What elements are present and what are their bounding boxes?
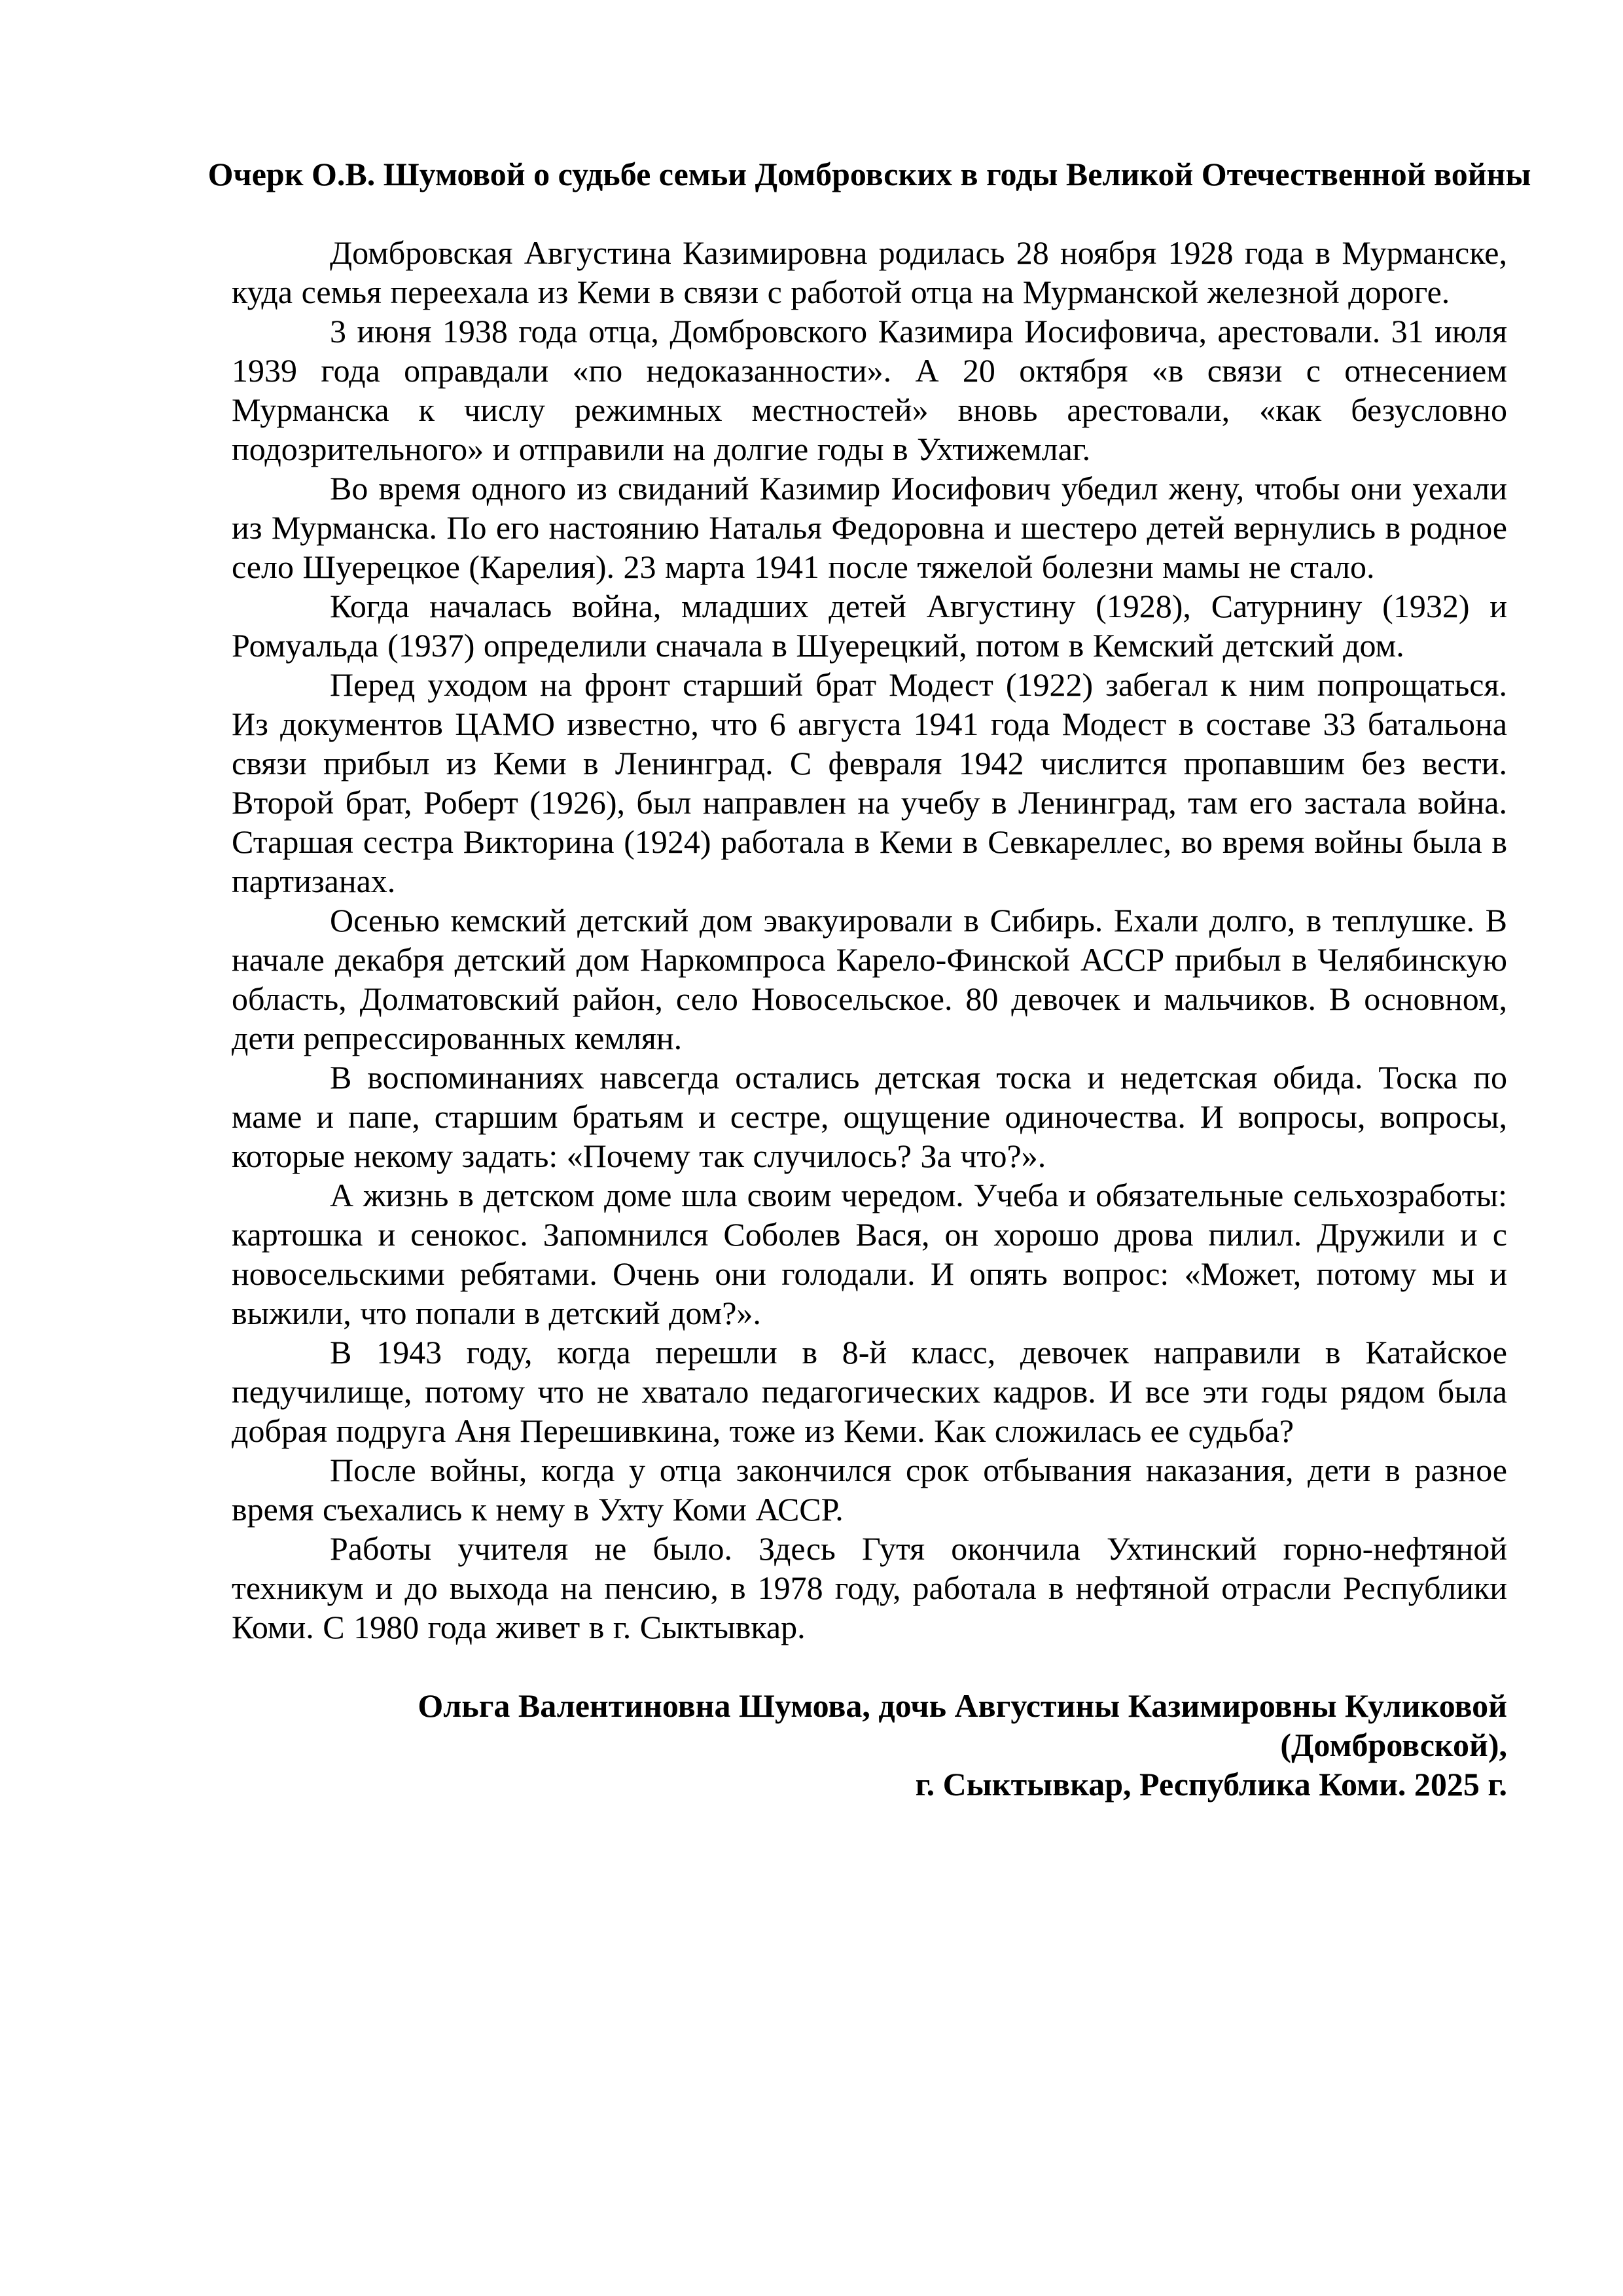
paragraph: Перед уходом на фронт старший брат Модест (1922) забегал к ним попрощаться. Из документов ЦАМО известно, что 6 августа 1941 года Модест в составе 33 батальона связи прибыл из Кеми в Ленинград. С февраля 1942 числится пропавшим без вести. Второй брат, Роберт (1926), был направлен на учебу в Ленинград, там его застала война. Старшая сестра Викторина (1924) работала в Кеми в Севкареллес, во время войны была в партизанах. <box>232 666 1507 899</box>
paragraph: Работы учителя не было. Здесь Гутя окончила Ухтинский горно-нефтяной техникум и до выхода на пенсию, в 1978 году, работала в нефтяной отрасли Республики Коми. С 1980 года живет в г. Сыктывкар. <box>232 1530 1507 1645</box>
signature-author-line: Ольга Валентиновна Шумова, дочь Августины Казимировны Куликовой (Домбровской), <box>418 1687 1507 1763</box>
paragraph: А жизнь в детском доме шла своим чередом. Учеба и обязательные сельхозработы: картошка и сенокос. Запомнился Соболев Вася, он хорошо дрова пилил. Дружили и с новосельскими ребятами. Очень они голодали. И опять вопрос: «Может, потому мы и выжили, что попали в детский дом?». <box>232 1177 1507 1331</box>
paragraph: Осенью кемский детский дом эвакуировали в Сибирь. Ехали долго, в теплушке. В начале декабря детский дом Наркомпроса Карело-Финской АССР прибыл в Челябинскую область, Долматовский район, село Новосельское. 80 девочек и мальчиков. В основном, дети репрессированных кемлян. <box>232 902 1507 1056</box>
paragraph: В 1943 году, когда перешли в 8-й класс, девочек направили в Катайское педучилище, потому что не хватало педагогических кадров. И все эти годы рядом была добрая подруга Аня Перешивкина, тоже из Кеми. Как сложилась ее судьба? <box>232 1334 1507 1449</box>
paragraph: Домбровская Августина Казимировна родилась 28 ноября 1928 года в Мурманске, куда семья переехала из Кеми в связи с работой отца на Мурманской железной дороге. <box>232 234 1507 310</box>
signature-place-date-line: г. Сыктывкар, Республика Коми. 2025 г. <box>915 1766 1507 1803</box>
paragraph: После войны, когда у отца закончился срок отбывания наказания, дети в разное время съехались к нему в Ухту Коми АССР. <box>232 1452 1507 1528</box>
paragraph: Когда началась война, младших детей Августину (1928), Сатурнину (1932) и Ромуальда (1937) определили сначала в Шуерецкий, потом в Кемский детский дом. <box>232 588 1507 664</box>
document-title: Очерк О.В. Шумовой о судьбе семьи Домбровских в годы Великой Отечественной войны <box>207 156 1531 192</box>
paragraph: В воспоминаниях навсегда остались детская тоска и недетская обида. Тоска по маме и папе, старшим братьям и сестре, ощущение одиночества. И вопросы, вопросы, которые некому задать: «Почему так случилось? За что?». <box>232 1059 1507 1174</box>
paragraph: 3 июня 1938 года отца, Домбровского Казимира Иосифовича, арестовали. 31 июля 1939 года оправдали «по недоказанности». А 20 октября «в связи с отнесением Мурманска к числу режимных местностей» вновь арестовали, «как безусловно подозрительного» и отправили на долгие годы в Ухтижемлаг. <box>232 313 1507 467</box>
document-body <box>232 233 1507 1647</box>
signature-block <box>232 1686 1507 1804</box>
paragraph: Во время одного из свиданий Казимир Иосифович убедил жену, чтобы они уехали из Мурманска. По его настоянию Наталья Федоровна и шестеро детей вернулись в родное село Шуерецкое (Карелия). 23 марта 1941 после тяжелой болезни мамы не стало. <box>232 470 1507 585</box>
